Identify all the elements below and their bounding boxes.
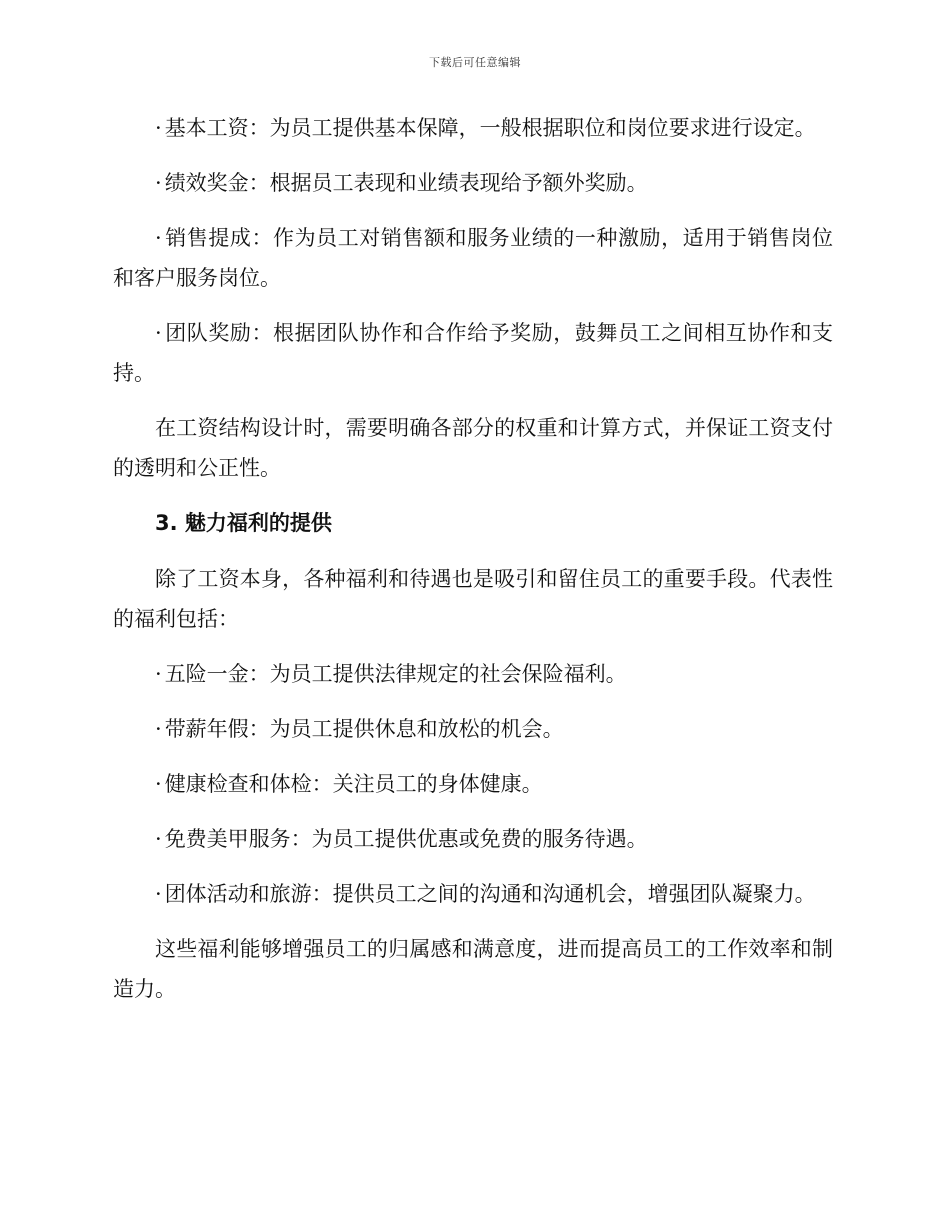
list-item-performance-bonus: · 绩效奖金：根据员工表现和业绩表现给予额外奖励。 — [113, 163, 833, 203]
list-item-paid-leave: · 带薪年假：为员工提供休息和放松的机会。 — [113, 709, 833, 749]
section-heading-benefits: 3. 魅力福利的提供 — [155, 511, 332, 535]
list-item-health-check: · 健康检查和体检：关注员工的身体健康。 — [113, 764, 833, 804]
list-item-sales-commission: · 销售提成：作为员工对销售额和服务业绩的一种激励，适用于销售岗位和客户服务岗位。 — [113, 218, 833, 298]
document-body — [113, 108, 833, 1024]
list-item-basic-salary: · 基本工资：为员工提供基本保障，一般根据职位和岗位要求进行设定。 — [113, 108, 833, 148]
benefits-conclusion-paragraph: 这些福利能够增强员工的归属感和满意度，进而提高员工的工作效率和制造力。 — [113, 937, 833, 1001]
list-item-free-service: · 免费美甲服务：为员工提供优惠或免费的服务待遇。 — [113, 819, 833, 859]
list-item-social-insurance: · 五险一金：为员工提供法律规定的社会保险福利。 — [113, 654, 833, 694]
page-header-note: 下载后可任意编辑 — [429, 56, 521, 69]
list-item-team-reward: · 团队奖励：根据团队协作和合作给予奖励，鼓舞员工之间相互协作和支持。 — [113, 313, 833, 393]
list-item-team-activities: · 团体活动和旅游：提供员工之间的沟通和沟通机会，增强团队凝聚力。 — [113, 874, 833, 914]
benefits-intro-paragraph: 除了工资本身，各种福利和待遇也是吸引和留住员工的重要手段。代表性的福利包括： — [113, 567, 833, 631]
salary-conclusion-paragraph: 在工资结构设计时，需要明确各部分的权重和计算方式，并保证工资支付的透明和公正性。 — [113, 416, 833, 480]
